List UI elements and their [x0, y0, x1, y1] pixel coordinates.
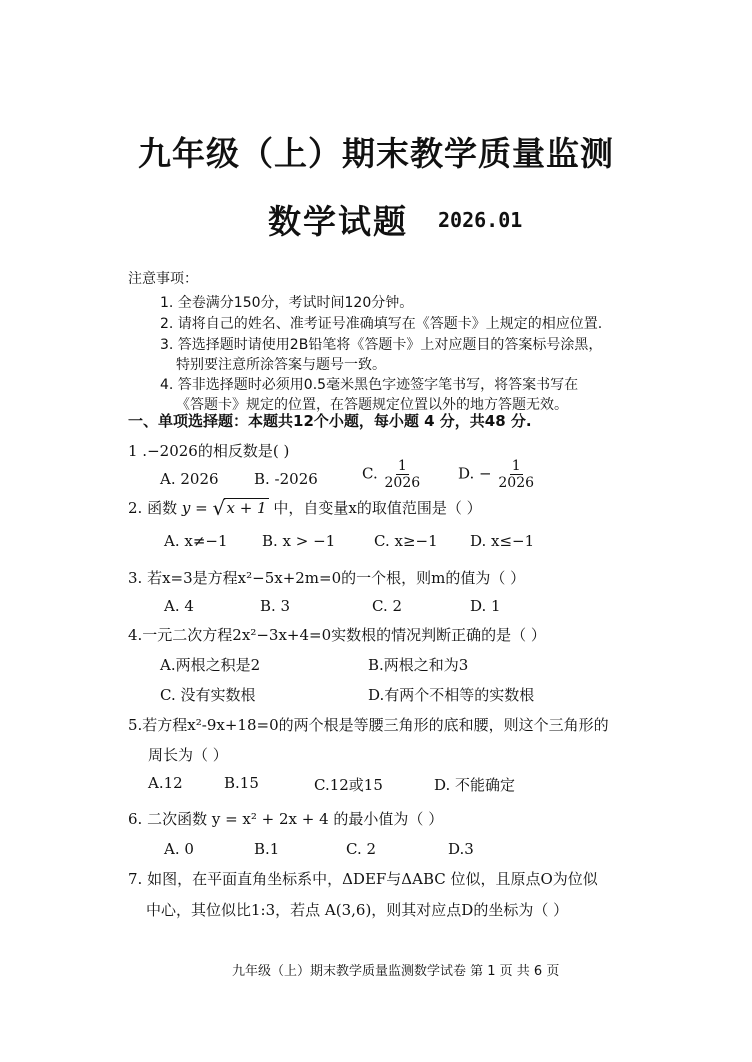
q2-option-c: C. x≥−1	[374, 532, 438, 550]
square-root: √ x + 1	[212, 496, 267, 520]
question-2-stem	[128, 497, 482, 518]
q1-option-d-label: D. −	[458, 464, 492, 483]
q5-option-c: C.12或15	[314, 776, 383, 794]
q1-option-a: A. 2026	[160, 470, 219, 488]
q3-option-d: D. 1	[470, 597, 501, 615]
q4-option-c: C. 没有实数根	[160, 686, 256, 704]
section-heading: 一、单项选择题：本题共12个小题，每小题 4 分，共48 分.	[128, 412, 532, 430]
q6-option-c: C. 2	[346, 840, 377, 858]
q2-option-b: B. x > −1	[262, 532, 336, 550]
exam-date: 2026.01	[438, 208, 523, 232]
question-7-stem-cont: 中心，其位似比1:3，若点 A(3,6)，则其对应点D的坐标为（ ）	[146, 901, 569, 919]
note-line: 3. 答选择题时请使用2B铅笔将《答题卡》上对应题目的答案标号涂黑，	[160, 337, 603, 353]
q6-option-b: B.1	[254, 840, 280, 858]
question-1-stem: 1 .−2026的相反数是( )	[128, 442, 290, 460]
q2-equals: =	[190, 499, 213, 517]
q1-option-d-fraction	[496, 458, 536, 491]
q3-option-b: B. 3	[260, 597, 291, 615]
q1-option-d	[458, 458, 536, 491]
question-5-stem: 5.若方程x²-9x+18=0的两个根是等腰三角形的底和腰，则这个三角形的	[128, 716, 609, 734]
notes-heading: 注意事项：	[128, 271, 198, 287]
q4-option-a: A.两根之积是2	[160, 656, 261, 674]
q1-option-b: B. -2026	[254, 470, 318, 488]
question-3-stem: 3. 若x=3是方程x²−5x+2m=0的一个根，则m的值为（ ）	[128, 569, 526, 587]
q5-option-d: D. 不能确定	[434, 776, 516, 794]
q2-option-a: A. x≠−1	[164, 532, 228, 550]
fraction-denominator: 2026	[498, 475, 535, 491]
q2-suffix: 中，自变量x的取值范围是（ ）	[273, 499, 482, 517]
exam-subtitle: 数学试题	[268, 202, 408, 241]
exam-title: 九年级（上）期末教学质量监测	[138, 134, 614, 173]
q2-option-d: D. x≤−1	[470, 532, 535, 550]
note-line: 2. 请将自己的姓名、准考证号准确填写在《答题卡》上规定的相应位置.	[160, 316, 603, 332]
q2-prefix: 2. 函数	[128, 499, 178, 517]
question-4-stem: 4.一元二次方程2x²−3x+4=0实数根的情况判断正确的是（ ）	[128, 626, 546, 644]
q1-option-c-fraction	[383, 458, 423, 491]
question-5-stem-cont: 周长为（ ）	[148, 746, 228, 764]
q3-option-c: C. 2	[372, 597, 403, 615]
page-footer: 九年级（上）期末教学质量监测数学试卷 第 1 页 共 6 页	[232, 964, 560, 979]
q6-option-a: A. 0	[164, 840, 194, 858]
fraction-numerator: 1	[397, 458, 407, 474]
q4-option-b: B.两根之和为3	[368, 656, 469, 674]
q1-option-c	[362, 458, 422, 491]
q5-option-b: B.15	[224, 774, 259, 792]
question-7-stem: 7. 如图，在平面直角坐标系中，ΔDEF与ΔABC 位似，且原点O为位似	[128, 870, 598, 888]
q2-var-y: y	[181, 499, 191, 517]
fraction-denominator: 2026	[384, 475, 421, 491]
q6-option-d: D.3	[448, 840, 474, 858]
fraction-numerator: 1	[511, 458, 521, 474]
q3-option-a: A. 4	[164, 597, 194, 615]
note-line: 《答题卡》规定的位置，在答题规定位置以外的地方答题无效。	[176, 397, 568, 413]
q4-option-d: D.有两个不相等的实数根	[368, 686, 535, 704]
note-line: 4. 答非选择题时必须用0.5毫米黑色字迹签字笔书写，将答案书写在	[160, 377, 579, 393]
note-line: 特别要注意所涂答案与题号一致。	[176, 357, 386, 373]
q5-option-a: A.12	[148, 774, 183, 792]
note-line: 1. 全卷满分150分，考试时间120分钟。	[160, 295, 414, 311]
radicand: x + 1	[226, 499, 267, 517]
q1-option-c-label: C.	[362, 464, 378, 483]
question-6-stem: 6. 二次函数 y = x² + 2x + 4 的最小值为（ ）	[128, 810, 444, 828]
